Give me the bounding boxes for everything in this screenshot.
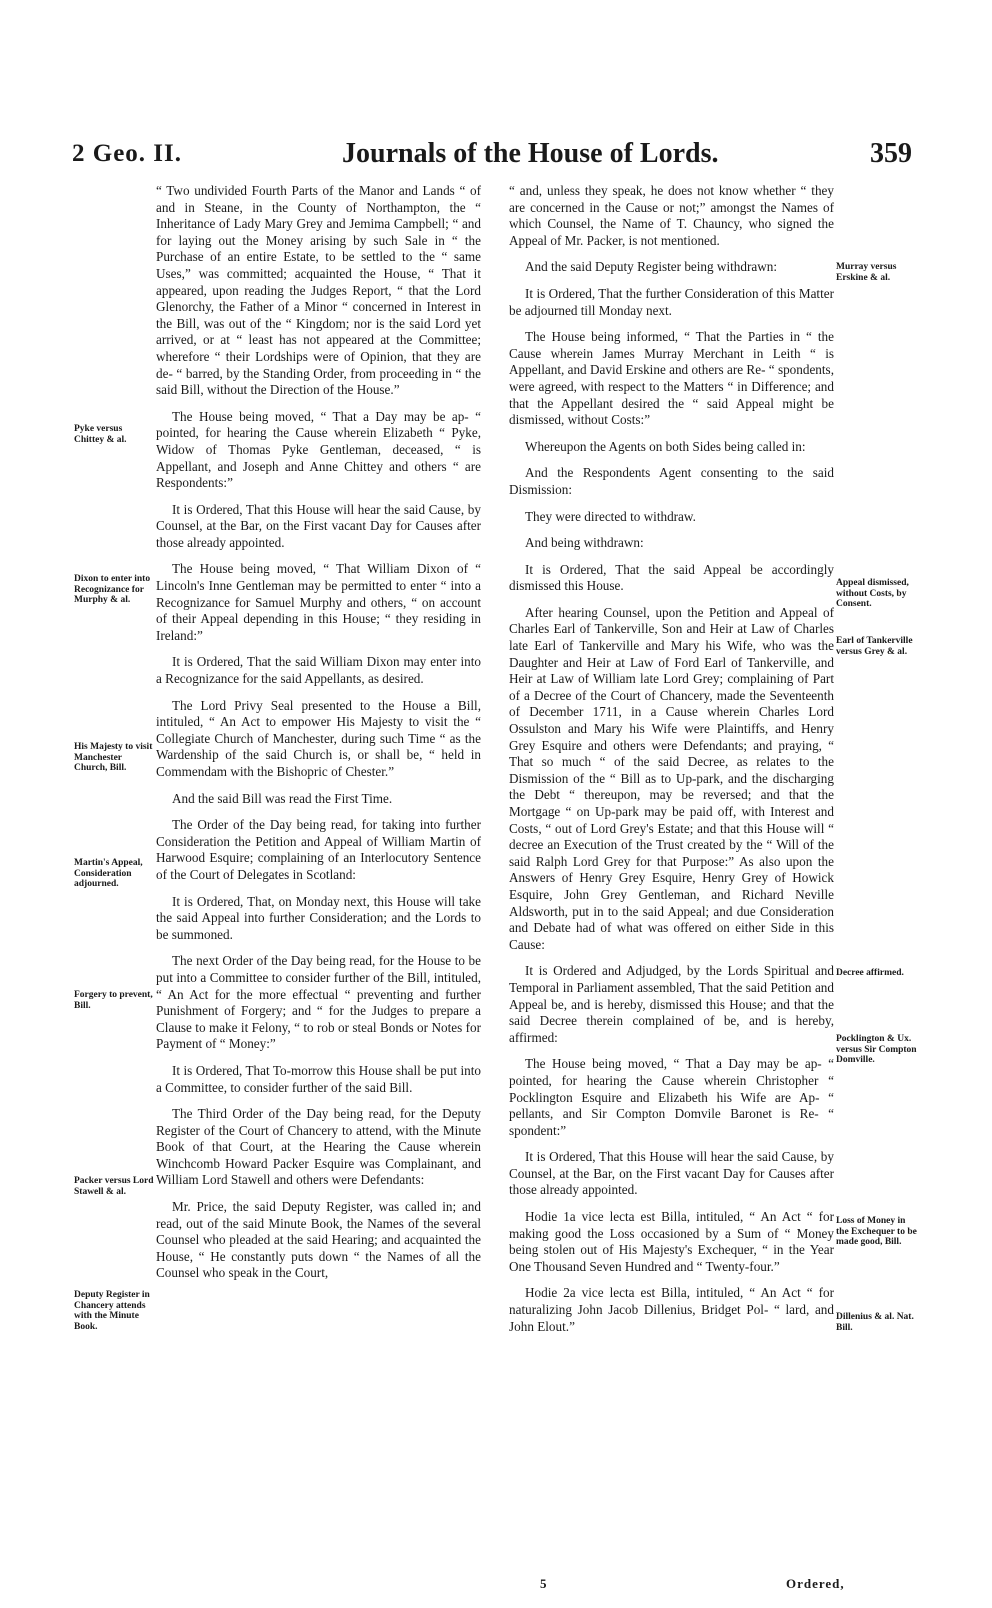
paragraph: The Lord Privy Seal presented to the House a Bill, intituled, “ An Act to empower His Majesty to visit the “ Collegiate Church of Manchester, during such Time “ as the Wardenship of the said Church is, or shall be, “ held in Commendam with the Bishopric of Chester.” <box>156 697 481 779</box>
paragraph: And being withdrawn: <box>525 535 644 551</box>
regnal-year: 2 Geo. II. <box>72 140 182 167</box>
paragraph: After hearing Counsel, upon the Petition and Appeal of Charles Earl of Tankerville, Son and Heir at Law of Charles late Earl of Tankerville and Mary his Wife, who was the Daughter and Heir at Law of Ford Earl of Tankerville, and Heir at Law of William late Lord Grey; complaining of Part of a Decree of the Court of Chancery, made the Seventeenth of December 1711, in a Cause wherein Charles Lord Ossulston and Mary his Wife were Plaintiffs, and Henry Grey Esquire and others were Defendants; and praying, “ That so much “ of the said Decree, as relates to the Dismission of the “ Bill as to Up-park, and the discharging the Debt “ thereupon, may be reversed; and that the Mortgage “ on Up-park may be paid off, with Interest and Costs, “ out of Lord Grey's Estate; and that this House will “ decree an Execution of the Trust created by the “ Will of the said Ralph Lord Grey for that Purpose:” As also upon the Answers of Henry Grey Esquire, Henry Grey of Howick Esquire, John Grey Gentleman, and Richard Neville Aldsworth, put in to the said Appeal; and due Consideration and Debate had of what was offered on either Side in this Cause: <box>509 604 834 952</box>
signature-mark: 5 <box>540 1576 547 1591</box>
right-column <box>509 183 834 1345</box>
catchword: Ordered, <box>786 1576 845 1591</box>
paragraph: The Order of the Day being read, for taking into further Consideration the Petition and Appeal of William Martin of Harwood Esquire; complaining of an Interlocutory Sentence of the Court of Delegates in Scotland: <box>156 817 481 882</box>
paragraph: Whereupon the Agents on both Sides being called in: <box>525 438 806 454</box>
journal-title: Journals of the House of Lords. <box>342 138 719 169</box>
paragraph: “ Two undivided Fourth Parts of the Manor and Lands “ of and in Steane, in the County of Northampton, the “ Inheritance of Lady Mary Grey and Jemima Campbell; “ and for laying out the Money arising by such Sale in “ the Purchase of an entire Estate, to be settled to the “ same Uses,” was committed; acquainted the House, “ That it appeared, upon reading the Judges Report, “ that the Lord Glenorchy, the Father of a Minor “ concerned in Interest in the Bill, was out of the “ Kingdom; nor is the said Lord yet arrived, or at “ least has not appeared at the Committee; wherefore “ their Lordships were of Opinion, that they are de- “ barred, by the Standing Order, from proceeding in “ the said Bill, without the Direction of the House.” <box>156 183 481 398</box>
margin-note-deputy-register: Deputy Register in Chancery attends with the Minute Book. <box>74 1290 150 1332</box>
margin-note-murray: Murray versus Erskine & al. <box>836 262 897 283</box>
margin-note-decree-affirmed: Decree affirmed. <box>836 968 904 978</box>
margin-note-exchequer: Loss of Money in the Exchequer to be made good, Bill. <box>836 1216 917 1247</box>
paragraph: It is Ordered, That the further Consideration of this Matter be adjourned till Monday next. <box>509 285 834 318</box>
paragraph: It is Ordered and Adjudged, by the Lords Spiritual and Temporal in Parliament assembled, That the said Petition and Appeal be, and is hereby, dismissed this House; and that the said Decree therein complained of be, and is hereby, affirmed: <box>509 963 834 1045</box>
paragraph: It is Ordered, That the said Appeal be accordingly dismissed this House. <box>509 561 834 594</box>
page-header <box>72 138 912 178</box>
paragraph: It is Ordered, That the said William Dixon may enter into a Recognizance for the said Appellants, as desired. <box>156 654 481 687</box>
paragraph: And the said Bill was read the First Time. <box>172 790 393 806</box>
paragraph: It is Ordered, That this House will hear the said Cause, by Counsel, at the Bar, on the First vacant Day for Causes after those already appointed. <box>156 501 481 550</box>
paragraph: It is Ordered, That this House will hear the said Cause, by Counsel, at the Bar, on the First vacant Day for Causes after those already appointed. <box>509 1149 834 1198</box>
margin-note-tankerville: Earl of Tankerville versus Grey & al. <box>836 636 913 657</box>
margin-note-appeal-dismissed: Appeal dismissed, without Costs, by Consent. <box>836 578 909 609</box>
margin-note-pyke: Pyke versus Chittey & al. <box>74 424 127 445</box>
margin-note-packer: Packer versus Lord Stawell & al. <box>74 1176 154 1197</box>
paragraph: The House being informed, “ That the Parties in “ the Cause wherein James Murray Merchant in Leith “ is Appellant, and David Erskine and others are Re- “ spondents, were agreed, with respect to the Matters “ in Difference; and that the Appellant desired the “ said Appeal might be dismissed, without Costs:” <box>509 329 834 428</box>
margin-note-pocklington: Pocklington & Ux. versus Sir Compton Domville. <box>836 1034 917 1065</box>
paragraph: The House being moved, “ That a Day may be ap- “ pointed, for hearing the Cause wherein Elizabeth “ Pyke, Widow of Thomas Pyke Gentleman, deceased, “ is Appellant, and Joseph and Anne Chittey and others “ are Respondents:” <box>156 408 481 491</box>
paragraph: The Third Order of the Day being read, for the Deputy Register of the Court of Chancery to attend, with the Minute Book of that Court, at the Hearing the Cause wherein Winchcomb Howard Packer Esquire was Complainant, and William Lord Stawell and others were Defendants: <box>156 1106 481 1188</box>
paragraph: Hodie 2a vice lecta est Billa, intituled, “ An Act “ for naturalizing John Jacob Dillenius, Bridget Pol- “ lard, and John Elout.” <box>509 1285 834 1334</box>
paragraph: They were directed to withdraw. <box>525 508 696 524</box>
paragraph: “ and, unless they speak, he does not know whether “ they are concerned in the Cause or not;” amongst the Names of which Counsel, the Name of T. Chauncy, who signed the Appeal of Mr. Packer, is not mentioned. <box>509 183 834 248</box>
margin-note-martin: Martin's Appeal, Consideration adjourned. <box>74 858 143 889</box>
paragraph: Mr. Price, the said Deputy Register, was called in; and read, out of the said Minute Book, the Names of the several Counsel who pleaded at the said Hearing; and acquainted the House, “ He constantly puts down “ the Names of all the Counsel who speak in the Court, <box>156 1199 481 1281</box>
margin-note-forgery: Forgery to prevent, Bill. <box>74 990 153 1011</box>
paragraph: Hodie 1a vice lecta est Billa, intituled, “ An Act “ for making good the Loss occasioned by a Sum of “ Money being stolen out of His Majesty's Exchequer, “ in the Year One Thousand Seven Hundred and “ Twenty-four.” <box>509 1209 834 1274</box>
paragraph: It is Ordered, That To-morrow this House shall be put into a Committee, to consider further of the said Bill. <box>156 1062 481 1095</box>
left-column <box>156 183 481 1292</box>
paragraph: The House being moved, “ That a Day may be ap- “ pointed, for hearing the Cause wherein Christopher “ Pocklington Esquire and Elizabeth his Wife are Ap- “ pellants, and Sir Compton Domvile Baronet is Re- “ spondent:” <box>509 1056 834 1138</box>
margin-note-manchester: His Majesty to visit Manchester Church, Bill. <box>74 742 153 773</box>
margin-note-dixon: Dixon to enter into Recognizance for Murphy & al. <box>74 574 151 605</box>
page-number: 359 <box>870 138 912 169</box>
margin-note-dillenius: Dillenius & al. Nat. Bill. <box>836 1312 914 1333</box>
paragraph: And the Respondents Agent consenting to the said Dismission: <box>509 465 834 497</box>
paragraph: And the said Deputy Register being withdrawn: <box>525 259 777 275</box>
paragraph: The House being moved, “ That William Dixon of “ Lincoln's Inne Gentleman may be permitted to enter “ into a Recognizance for Samuel Murphy and others, “ on account of their Appeal depending in this House; “ they residing in Ireland:” <box>156 561 481 643</box>
paragraph: It is Ordered, That, on Monday next, this House will take the said Appeal into further Consideration; and the Lords to be summoned. <box>156 893 481 942</box>
paragraph: The next Order of the Day being read, for the House to be put into a Committee to consider further of the Bill, intituled, “ An Act for the more effectual “ preventing and further Punishment of Forgery; and “ for the Judges to prepare a Clause to make it Felony, “ to rob or steal Bonds or Notes for Payment of “ Money:” <box>156 953 481 1052</box>
